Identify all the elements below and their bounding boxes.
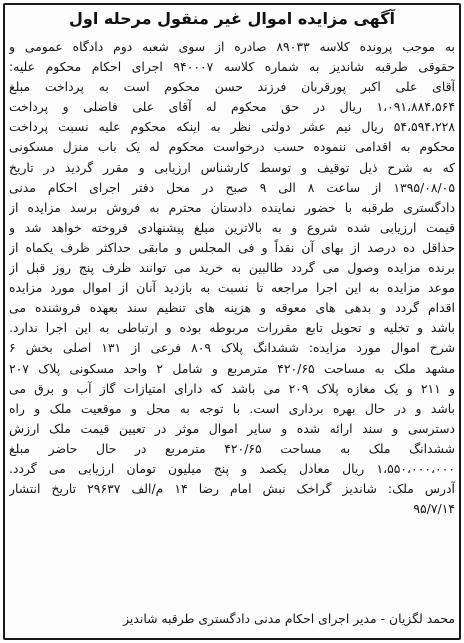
notice-line: شرح اموال مورد مزایده: ششدانگ پلاک ۸۰۹ فرعی از ۱۳۱ اصلی بخش ۶ xyxy=(9,340,455,356)
notice-line: آدرس ملک: شاندیز گراخک نبش امام رضا ۱۴ م/الف ۲۹۶۳۷ تاریخ انتشار xyxy=(9,481,455,497)
notice-line: به موجب پرونده کلاسه ۸۹۰۳۳ صادره از سوی شعبه دوم دادگاه عمومی و xyxy=(9,39,455,54)
notice-line: ۱۳۹۵/۰۸/۰۵ از ساعت ۸ الی ۹ صبح در محل دفتر اجرای احکام مدنی xyxy=(9,179,455,195)
notice-line: ۱،۵۵۰،۰۰۰،۰۰۰ ریال معادل یکصد و پنج میلیون تومان ارزیابی می گردد. xyxy=(9,460,455,476)
notice-line: موعد مزایده به این اجرا مراجعه تا نسبت به بازدید آنان از اموال مورد مزایده xyxy=(9,280,455,296)
notice-line: محکوم به اقدامی ننموده حسب درخواست محکوم له یک باب منزل مسکونی xyxy=(9,139,455,155)
notice-line: باشد و تخلیه و تحویل تابع مقررات مربوطه بوده و ارتباطی به این اجرا ندارد. xyxy=(9,320,455,336)
notice-title: آگهی مزایده اموال غیر منقول مرحله اول xyxy=(68,9,395,28)
notice-body xyxy=(9,37,455,519)
notice-line: قیمت ارزیابی شده شروع و به بالاترین مبلغ پیشنهادی فروخته خواهد شد و xyxy=(9,219,455,235)
notice-line: ششدانگ ملک به مساحت ۴۲۰/۶۵ مترمربع در حال حاضر مبلغ xyxy=(9,440,455,456)
notice-line: دسترسی و سند ارائه شده و سایر اموال موثر در تعیین قیمت ملک ارزش xyxy=(9,420,455,436)
notice-line: باشد و در حال بهره برداری است. با توجه به محل و موقعیت ملک و راه xyxy=(9,400,455,416)
notice-line: آقای علی اکبر پورقربان فرزند حسن محکوم است به پرداخت مبلغ xyxy=(9,79,455,95)
notice-signature: محمد لگزیان - مدیر اجرای احکام مدنی دادگستری طرقبه شاندیز xyxy=(123,611,455,626)
notice-line: ۵۴،۵۹۴،۲۲۸ ریال نیم عشر دولتی نظر به اینکه محکوم علیه نسبت پرداخت xyxy=(9,119,455,135)
notice-line: ۹۵/۷/۱۴ xyxy=(413,501,455,517)
notice-line: برنده مزایده وصول می گردد طالبین به خرید می توانند ظرف پنج روز قبل از xyxy=(9,260,455,276)
notice-line: مشهد ملک به مساحت ۴۲۰/۶۵ مترمربع و شامل ۲ واحد مسکونی پلاک ۲۰۷ xyxy=(9,360,455,376)
notice-line: دادگستری طرقبه با حضور نماینده دادستان محترم به فروش برسد مزایده از xyxy=(9,199,455,215)
notice-line: و ۲۱۱ و یک مغازه پلاک ۲۰۹ می باشد که دارای امتیازات گاز آب و برق می xyxy=(9,380,455,396)
notice-line: حداقل ده درصد از بهای آن نقداً و فی المجلس و مابقی حداکثر ظرف یکماه از xyxy=(9,239,455,255)
notice-line: که به شرح ذیل توقیف و توسط کارشناس ارزیابی و مقرر گردید در تاریخ xyxy=(9,159,455,175)
notice-line: حقوقی طرقبه شاندیز به شماره کلاسه ۹۴۰۰۰۷ اجرای احکام محکوم علیه: xyxy=(9,59,455,75)
notice-line: ۱،۰۹۱،۸۸۴،۵۶۴ ریال در حق محکوم له آقای علی فاضلی و پرداخت xyxy=(9,99,455,115)
notice-line: اقدام گردد و بدهی های معوقه و هزینه های تنظیم سند بعهده فروشنده می xyxy=(9,300,455,316)
